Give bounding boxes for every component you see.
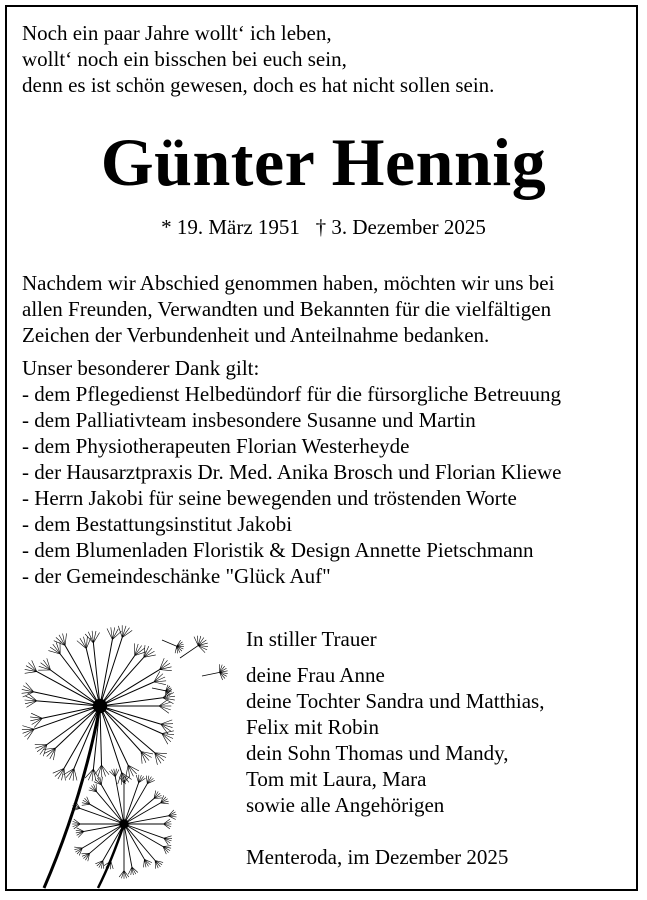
thanks-item: - dem Palliativteam insbesondere Susanne und Martin: [22, 408, 476, 432]
mourner-line: deine Frau Anne: [246, 663, 385, 687]
thanks-item: - der Gemeindeschänke "Glück Auf": [22, 564, 331, 588]
mourners-intro: In stiller Trauer: [246, 627, 377, 651]
thanks-line: Nachdem wir Abschied genommen haben, möchten wir uns bei: [22, 271, 555, 295]
mourner-line: deine Tochter Sandra und Matthias,: [246, 689, 545, 713]
place-date: Menteroda, im Dezember 2025: [246, 845, 509, 869]
thanks-line: allen Freunden, Verwandten und Bekannten für die vielfältigen: [22, 297, 552, 321]
mourner-line: Felix mit Robin: [246, 715, 380, 739]
poem: [22, 20, 494, 98]
thanks-item: - Herrn Jakobi für seine bewegenden und tröstenden Worte: [22, 486, 517, 510]
thanks-item: - dem Physiotherapeuten Florian Westerheyde: [22, 434, 410, 458]
mourner-line: Tom mit Laura, Mara: [246, 767, 427, 791]
deceased-name: Günter Hennig: [100, 124, 547, 200]
thanks-line: Zeichen der Verbundenheit und Anteilnahme bedanken.: [22, 323, 490, 347]
mourner-line: dein Sohn Thomas und Mandy,: [246, 741, 509, 765]
special-thanks: [22, 355, 561, 589]
thanks-item: - der Hausarztpraxis Dr. Med. Anika Brosch und Florian Kliewe: [22, 460, 562, 484]
poem-line: Noch ein paar Jahre wollt‘ ich leben,: [22, 21, 332, 45]
thanks-item: - dem Pflegedienst Helbedündorf für die fürsorgliche Betreuung: [22, 382, 562, 406]
dandelion-icon: [12, 610, 237, 890]
thanks-item: - dem Blumenladen Floristik & Design Annette Pietschmann: [22, 538, 534, 562]
poem-line: wollt‘ noch ein bisschen bei euch sein,: [22, 47, 347, 71]
thanks-item: - dem Bestattungsinstitut Jakobi: [22, 512, 293, 536]
thanks-paragraph: [22, 270, 554, 348]
special-thanks-heading: Unser besonderer Dank gilt:: [22, 356, 260, 380]
poem-line: denn es ist schön gewesen, doch es hat nicht sollen sein.: [22, 73, 495, 97]
mourners: [246, 626, 544, 870]
life-dates: * 19. März 1951 † 3. Dezember 2025: [161, 215, 486, 239]
mourner-line: sowie alle Angehörigen: [246, 793, 445, 817]
